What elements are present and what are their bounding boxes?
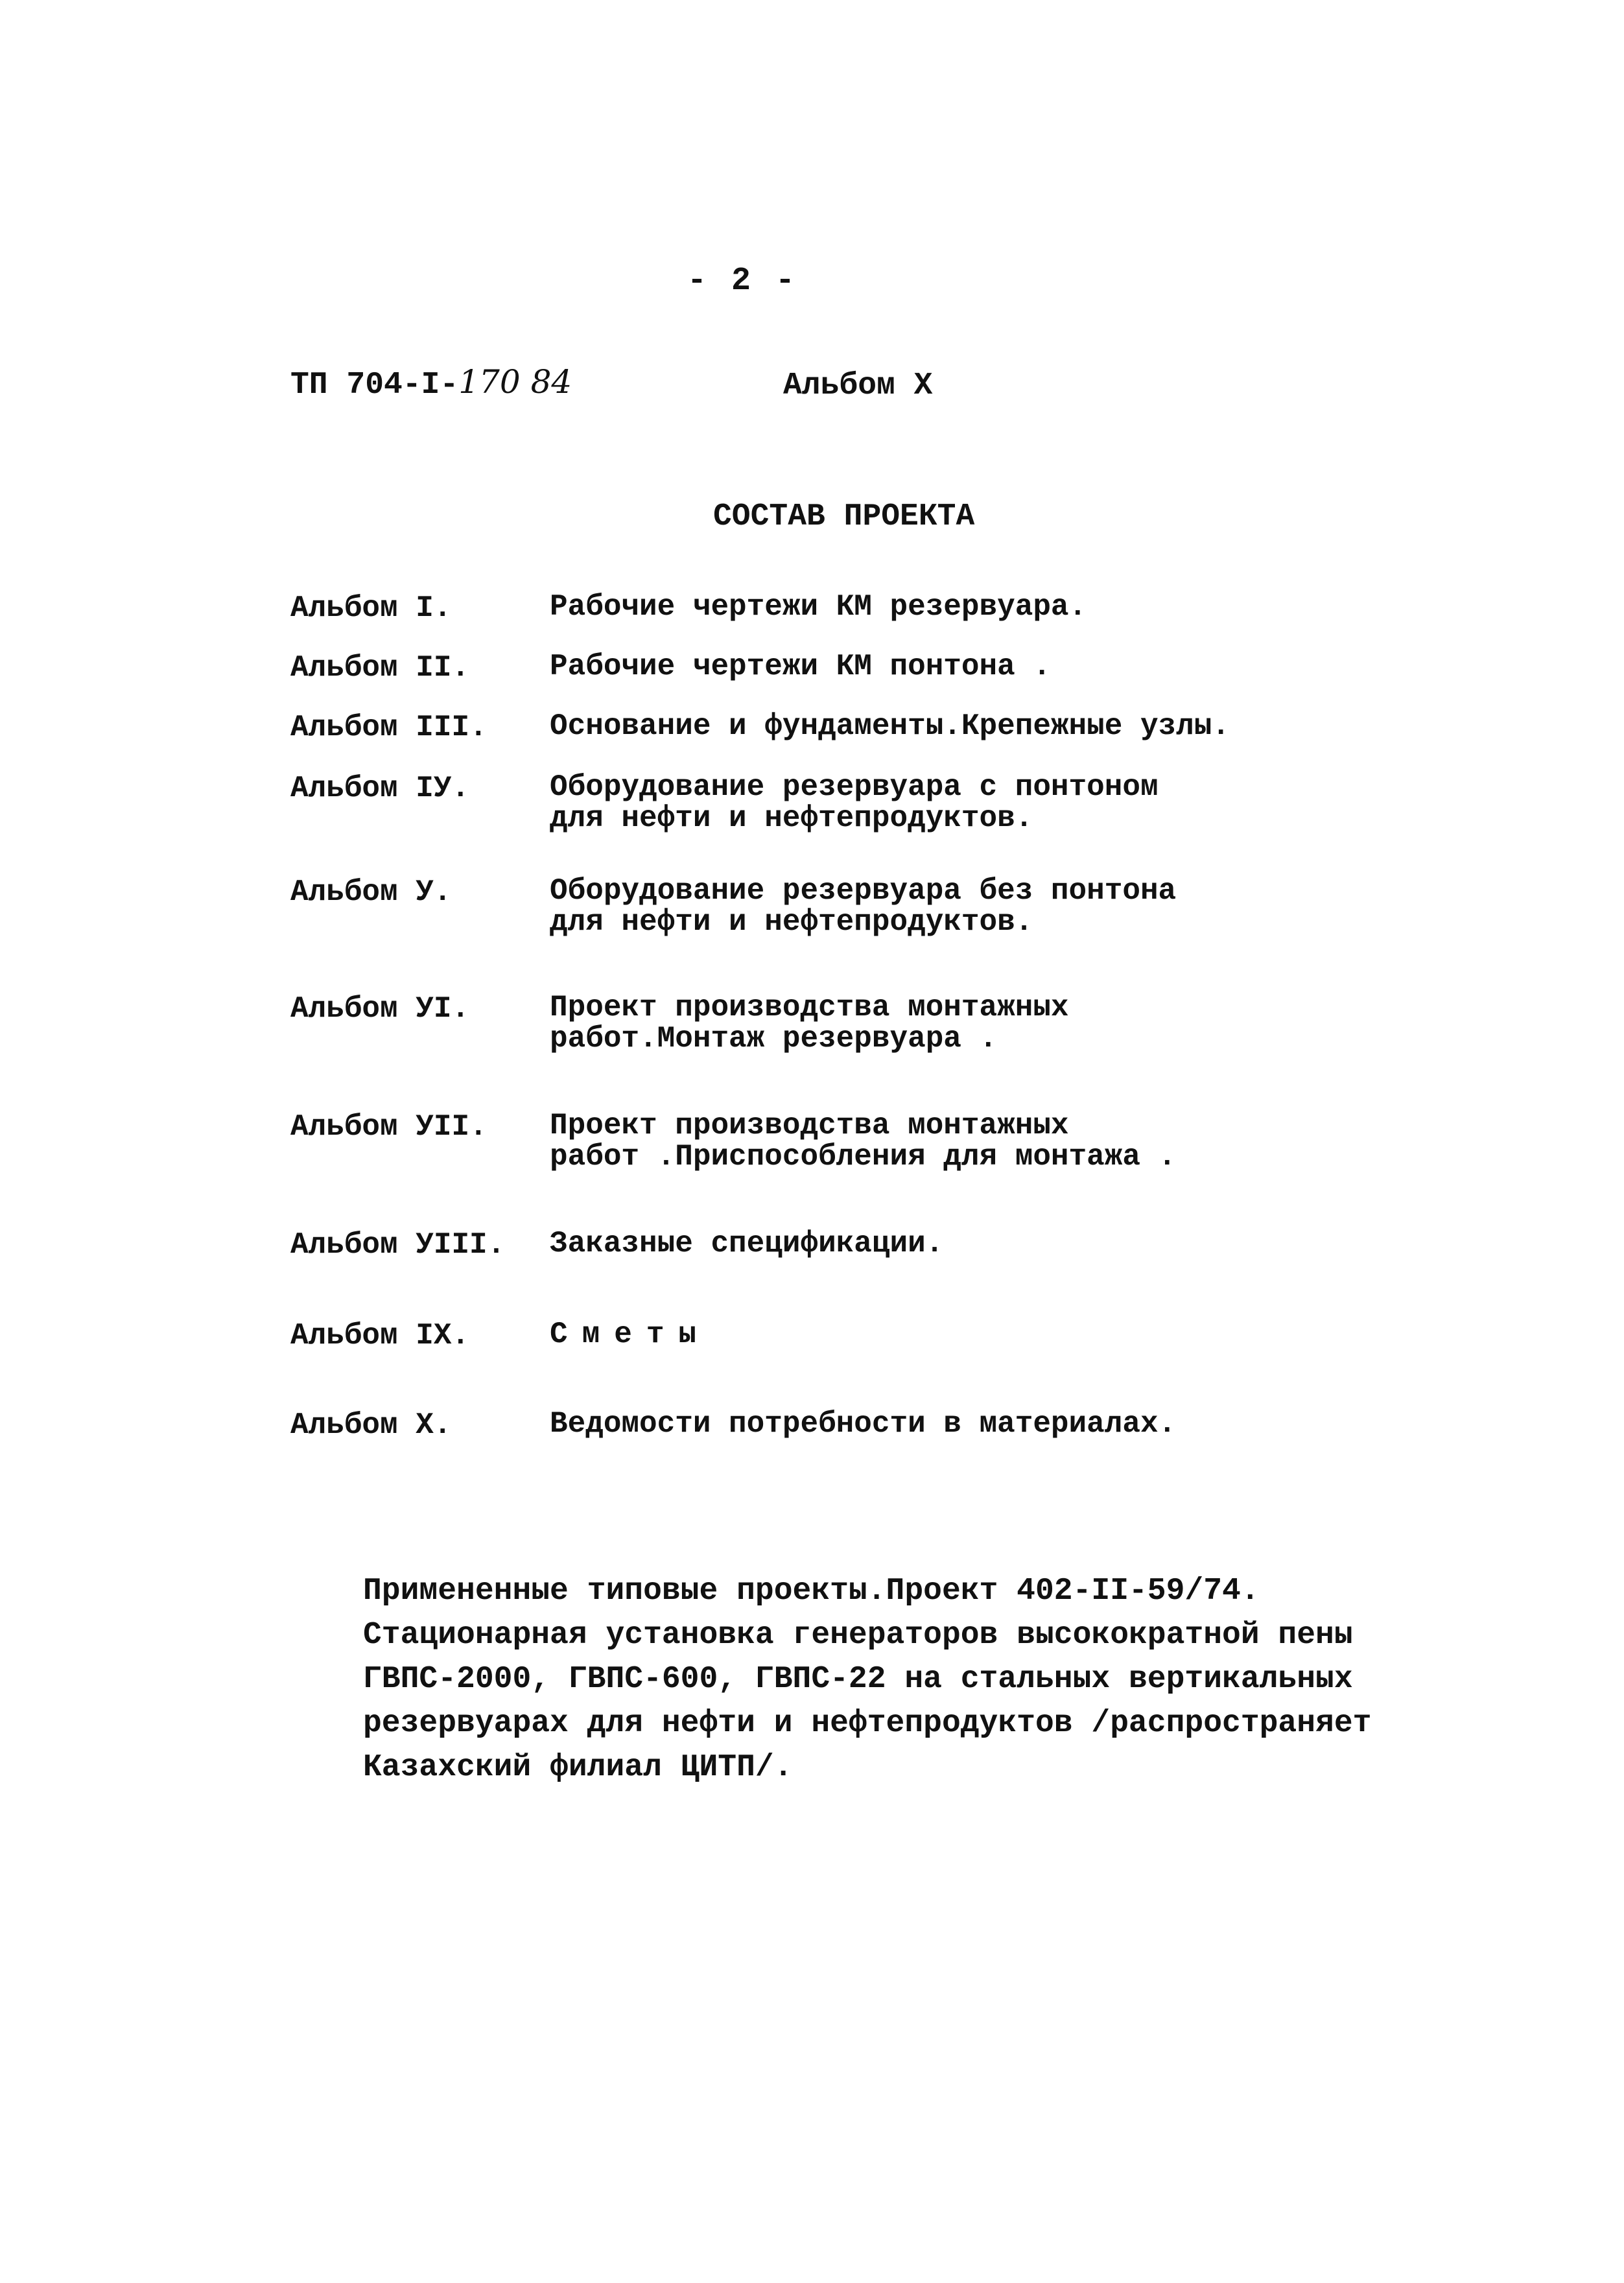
album-label: Альбом УIII. xyxy=(290,1228,506,1262)
applied-projects-note: Примененные типовые проекты.Проект 402-II-59/74. Стационарная установка генераторов высокократной пены ГВПС-2000, ГВПС-600, ГВПС-22 на стальных вертикальных резервуарах для нефти и нефтепродуктов /распространяет Казахский филиал ЦИТП/. xyxy=(363,1574,1372,1785)
album-label: Альбом II. xyxy=(290,651,470,685)
album-description: Сметы xyxy=(550,1318,711,1351)
project-code-handwritten: 170 84 xyxy=(458,363,572,401)
project-code-prefix: ТП 704-I- xyxy=(290,368,459,403)
album-label: Альбом IX. xyxy=(290,1319,470,1353)
album-description: Рабочие чертежи КМ резервуара. xyxy=(550,590,1087,624)
album-label: Альбом III. xyxy=(290,711,488,744)
album-description: Ведомости потребности в материалах. xyxy=(550,1407,1177,1441)
album-label: Альбом X. xyxy=(290,1408,452,1442)
album-label: Альбом УI. xyxy=(290,992,470,1026)
album-description: Основание и фундаменты.Крепежные узлы. xyxy=(550,709,1230,743)
album-label: Альбом IУ. xyxy=(290,772,470,805)
album-label: Альбом УII. xyxy=(290,1110,488,1144)
album-description: Оборудование резервуара с понтоном для нефти и нефтепродуктов. xyxy=(550,770,1159,835)
project-code xyxy=(290,363,572,403)
album-description: Проект производства монтажных работ .Приспособления для монтажа . xyxy=(550,1109,1177,1174)
album-description: Проект производства монтажных работ.Монтаж резервуара . xyxy=(550,991,1069,1056)
album-label: Альбом I. xyxy=(290,591,452,625)
album-description: Рабочие чертежи КМ понтона . xyxy=(550,650,1051,683)
header-album: Альбом X xyxy=(783,368,933,403)
album-label: Альбом У. xyxy=(290,875,452,909)
page-number: - 2 - xyxy=(687,263,798,300)
section-title: СОСТАВ ПРОЕКТА xyxy=(713,499,975,534)
album-description: Оборудование резервуара без понтона для нефти и нефтепродуктов. xyxy=(550,874,1177,939)
album-description: Заказные спецификации. xyxy=(550,1227,944,1260)
